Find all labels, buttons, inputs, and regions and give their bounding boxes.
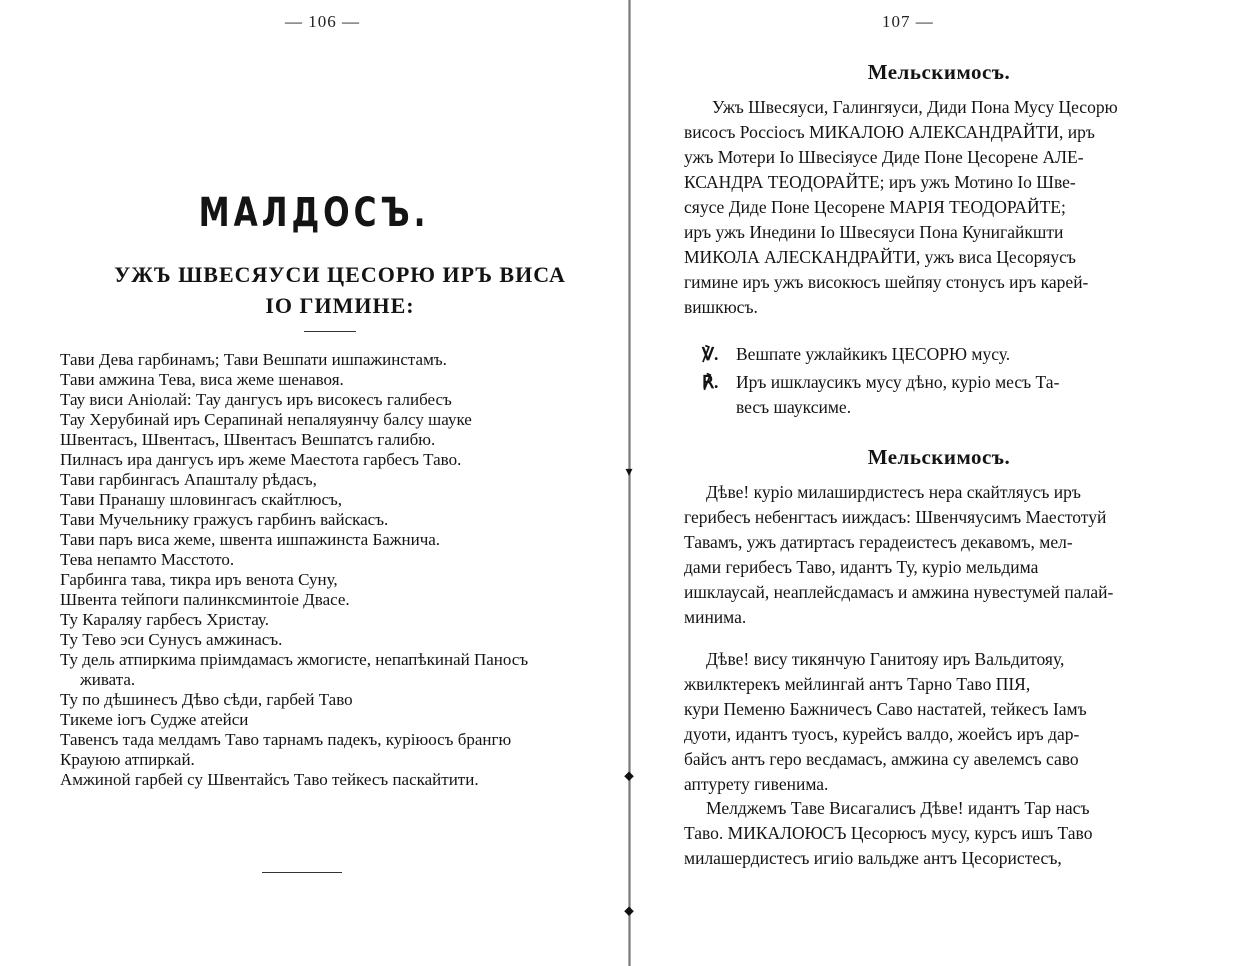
hymn-line: Швента тейпоги палинксминтоіе Двасе. [60,590,350,609]
paragraph-line: Ужъ Швесяуси, Галингяуси, Диди Пона Мусу Цесорю [712,97,1118,117]
hymn-line: Тави гарбингасъ Апашталу рѣдасъ, [60,470,317,489]
hymn-text [60,350,620,790]
hymn-line: Тикеме іогъ Судже атейси [60,710,249,729]
prayer-title: МАЛДОСЪ. [198,190,430,236]
paragraph-line: минима. [684,607,747,627]
prayer-subtitle [60,259,620,321]
hymn-line: Тау виси Аніолай: Тау дангусъ иръ високесъ галибесъ [60,390,452,409]
hymn-line: Тавенсъ тада мелдамъ Таво тарнамъ падекъ, куріюосъ брангю [60,730,512,749]
section-heading: Мельскимосъ. [867,445,1011,469]
hymn-line: Тави паръ виса жеме, швента ишпажинста Бажнича. [60,530,441,549]
paragraph-line: ужъ Мотери Іо Швесіяусе Диде Поне Цесорене АЛЕ- [684,147,1084,167]
hymn-line: Гарбинга тава, тикра иръ венота Суну, [60,570,338,589]
right-page [632,0,1246,966]
hymn-line: Ту Караляу гарбесъ Христау. [60,610,269,629]
paragraph-line: герибесъ небенгтасъ ииждасъ: Швенчяусимъ Маестотуй [684,507,1107,527]
section-heading: Мельскимосъ. [867,60,1011,84]
paragraph-line: Таво. МИКАЛОЮСЪ Цесорюсъ мусу, курсъ ишъ Таво [684,823,1093,843]
paragraph-line: дами герибесъ Таво, идантъ Ту, куріо мельдима [684,557,1039,577]
hymn-line: Ту дель атпиркима пріимдамасъ жмогисте, непапѣкинай Паносъ [60,650,529,669]
paragraph-line: дуоти, идантъ туосъ, курейсъ валдо, жоейсъ иръ дар- [684,724,1080,744]
prayer-paragraph [684,796,1202,871]
responsory-text: Иръ ишклаусикъ мусу дѣно, куріо месъ Та- [736,372,1060,392]
paragraph-line: ишклаусай, неаплейсдамасъ и амжина нувестумей палай- [684,582,1114,602]
gutter-arrow-icon: ⬥ [624,904,634,919]
book-gutter [628,0,631,966]
paragraph-line: иръ ужъ Инедини Іо Швесяуси Пона Кунигайкшти [684,222,1064,242]
responsory-text: весъ шауксиме. [736,397,852,417]
paragraph-line: Тавамъ, ужъ датиртасъ герадеистесъ декавомъ, мел- [684,532,1073,552]
paragraph-line: гимине иръ ужъ високюсъ шейпяу стонусъ иръ карей- [684,272,1089,292]
hymn-line: Тева непамто Масстото. [60,550,235,569]
paragraph-line: МИКОЛА АЛЕСКАНДРАЙТИ, ужъ виса Цесоряусъ [684,247,1076,267]
paragraph-line: милашердистесъ игиіо вальдже антъ Цесористесъ, [684,848,1062,868]
prayer-paragraph [684,480,1202,630]
hymn-line: Ту Тево эси Сунусъ амжинасъ. [60,630,283,649]
hymn-line: Тави Пранашу шловингасъ скайтлюсъ, [60,490,343,509]
paragraph-line: висосъ Россіосъ МИКАЛОЮ АЛЕКСАНДРАЙТИ, иръ [684,122,1095,142]
prayer-paragraph [684,95,1202,320]
hymn-line: Тау Херубинай иръ Серапинай непаляуянчу балсу шауке [60,410,472,429]
paragraph-line: КСАНДРА ТЕОДОРАЙТЕ; иръ ужъ Мотино Іо Шве- [684,172,1076,192]
paragraph-line: жвилктерекъ мейлингай антъ Тарно Таво ПІЯ, [684,674,1031,694]
paragraph-line: кури Пеменю Бажничесъ Саво настатей, тейкесъ Іамъ [684,699,1087,719]
hymn-line: Пилнасъ ира дангусъ иръ жеме Маестота гарбесъ Таво. [60,450,462,469]
paragraph-line: вишкюсъ. [684,297,758,317]
gutter-arrow-icon: ▾ [625,465,633,480]
hymn-line: Тави амжина Тева, виса жеме шенавоя. [60,370,344,389]
versicle [702,342,1202,367]
responsory-symbol: ℟. [702,372,719,392]
versicle-text: Вешпате ужлайкикъ ЦЕСОРЮ мусу. [736,344,1011,364]
hymn-line: Амжиной гарбей су Швентайсъ Таво тейкесъ паскайтити. [60,770,479,789]
versicle-symbol: ℣. [702,344,719,364]
prayer-paragraph [684,647,1202,797]
paragraph-line: Дѣве! куріо милаширдистесъ нера скайтляусъ иръ [706,482,1081,502]
subtitle-line: УЖЪ ШВЕСЯУСИ ЦЕСОРЮ ИРЪ ВИСА [114,262,566,287]
subtitle-line: IО ГИМИНЕ: [265,293,415,318]
paragraph-line: Мелджемъ Таве Висагалисъ Дѣве! идантъ Тар насъ [706,798,1090,818]
hymn-line: Крауюю атпиркай. [60,750,195,769]
hymn-line: Ту по дѣшинесъ Дѣво сѣди, гарбей Таво [60,690,353,709]
paragraph-line: аптурету гивенима. [684,774,829,794]
hymn-line: Тави Дева гарбинамъ; Тави Вешпати ишпажинстамъ. [60,350,447,369]
right-page-number: 107 — [882,12,934,31]
hymn-line: Швентасъ, Швентасъ, Швентасъ Вешпатсъ галибю. [60,430,436,449]
hymn-line: Тави Мучельнику гражусъ гарбинъ вайскасъ. [60,510,389,529]
divider-rule [262,872,342,873]
paragraph-line: байсъ антъ геро весдамасъ, амжина су авелемсъ саво [684,749,1079,769]
paragraph-line: Дѣве! вису тикянчую Ганитояу иръ Вальдитояу, [706,649,1065,669]
responsory [702,370,1202,420]
left-page-number: — 106 — [285,12,360,31]
divider-rule [304,331,356,332]
hymn-line: живата. [80,670,136,689]
paragraph-line: сяусе Диде Поне Цесорене МАРІЯ ТЕОДОРАЙТЕ; [684,197,1066,217]
gutter-arrow-icon: ⬥ [624,769,634,784]
